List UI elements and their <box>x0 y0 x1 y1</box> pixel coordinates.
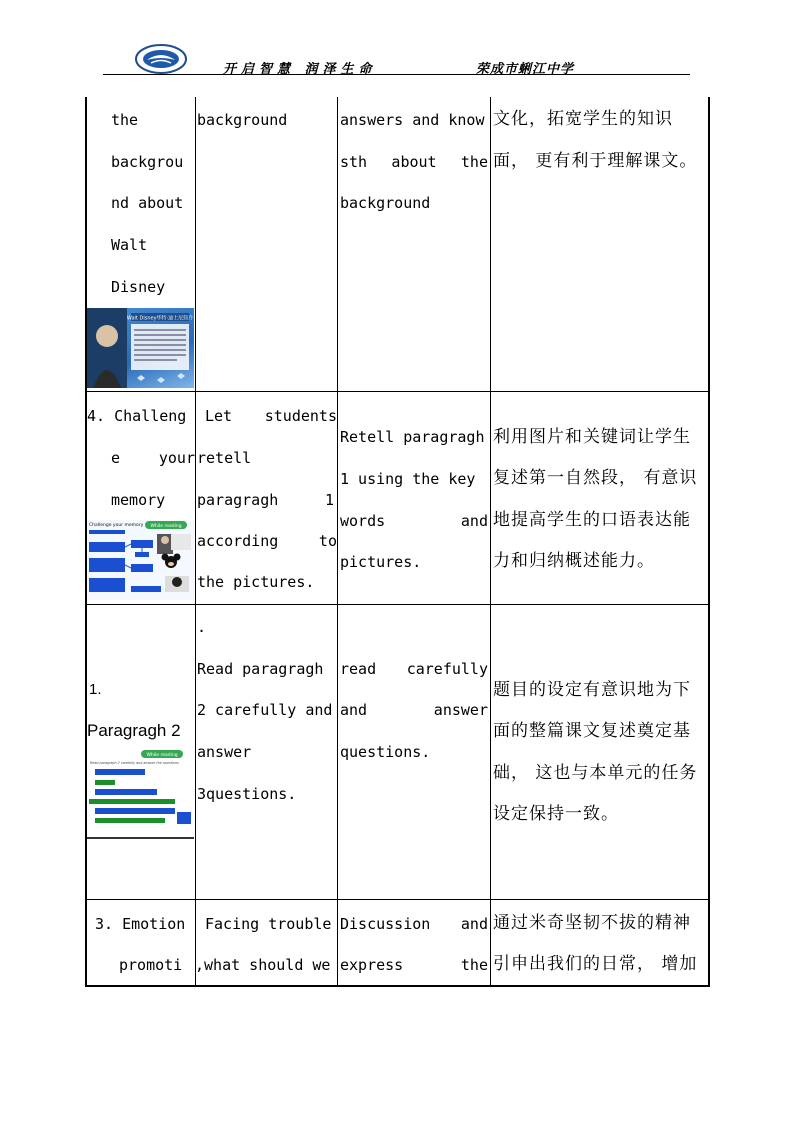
while-reading-badge: While reading <box>146 752 178 758</box>
cell-text: 利用图片和关键词让学生 <box>493 427 691 447</box>
cell-text: Retell paragragh <box>340 428 485 446</box>
cell-text: 1. <box>89 681 102 698</box>
slide-title: Challenge your memory <box>89 523 144 528</box>
lesson-plan-table <box>85 97 710 987</box>
column-divider <box>195 97 196 987</box>
cell-text: sth about the <box>340 153 488 171</box>
cell-text: the pictures. <box>197 573 315 591</box>
cell-text: 复述第一自然段， 有意识 <box>493 468 698 488</box>
cell-text: Read paragragh <box>197 660 324 678</box>
cell-text: 面， 更有利于理解课文。 <box>493 151 698 171</box>
cell-text: words and <box>340 512 488 530</box>
cell-text: ,what should we <box>195 956 331 974</box>
cell-text: 础， 这也与本单元的任务 <box>493 763 698 783</box>
while-reading-badge: While reading <box>150 523 182 529</box>
cell-text: the <box>111 111 139 129</box>
cell-text: 3. Emotion <box>95 915 186 933</box>
cell-text: Facing trouble <box>205 915 332 933</box>
cell-text: Walt <box>111 236 148 254</box>
row-divider <box>85 899 710 900</box>
cell-text: memory <box>111 491 166 509</box>
page-header <box>103 44 690 76</box>
cell-text: express the <box>340 956 488 974</box>
cell-text: 通过米奇坚韧不拔的精神 <box>493 913 691 933</box>
cell-text: 面的整篇课文复述奠定基 <box>493 721 691 741</box>
cell-text: and answer <box>340 701 488 719</box>
cell-text: paragragh 1 <box>197 491 334 509</box>
slide-instruction: Read paragraph 2 carefully and answer the questions <box>90 761 179 765</box>
cell-text: according to <box>197 532 337 550</box>
header-rule <box>103 74 690 75</box>
cell-text: 引申出我们的日常， 增加 <box>493 954 698 974</box>
cell-text: background <box>340 194 431 212</box>
walt-disney-slide-thumbnail <box>87 308 194 388</box>
cell-text: Let students <box>205 407 337 425</box>
cell-text: 设定保持一致。 <box>493 804 619 824</box>
cell-text: 3questions. <box>197 785 297 803</box>
cell-text: retell <box>197 449 252 467</box>
cell-text: 4. Challeng <box>87 407 187 425</box>
school-logo <box>135 44 187 74</box>
row-divider <box>85 391 710 392</box>
cell-text: 1 using the key <box>340 470 476 488</box>
cell-text: Disney <box>111 278 166 296</box>
column-divider <box>490 97 491 987</box>
cell-text: promoti <box>119 956 183 974</box>
cell-text: nd about <box>111 194 184 212</box>
cell-text: 2 carefully and <box>197 701 333 719</box>
cell-text: read carefully <box>340 660 488 678</box>
cell-text: Discussion and <box>340 915 488 933</box>
cell-text: 题目的设定有意识地为下 <box>493 680 691 700</box>
cell-text: Paragragh 2 <box>87 721 181 740</box>
cell-text: answer <box>197 743 252 761</box>
challenge-memory-slide-image <box>87 520 194 600</box>
paragraph2-questions-slide-image <box>87 749 194 837</box>
table-border-right <box>708 97 710 987</box>
table-border-bottom <box>85 985 710 987</box>
slide-title: Walt Disney华特·迪士尼简介 <box>126 315 194 322</box>
header-motto: 开启智慧 润泽生命 <box>223 62 377 77</box>
column-divider <box>337 97 338 987</box>
cell-text: background <box>197 111 288 129</box>
cell-text: 地提高学生的口语表达能 <box>493 510 691 530</box>
header-school-name: 荣成市蜊江中学 <box>476 62 575 77</box>
cell-text: questions. <box>340 743 431 761</box>
cell-text: pictures. <box>340 553 422 571</box>
row-divider <box>85 604 710 605</box>
cell-text: . <box>197 618 207 636</box>
challenge-memory-slide-thumbnail <box>87 520 194 600</box>
cell-text: 力和归纳概述能力。 <box>493 551 655 571</box>
cell-text: e your <box>111 449 195 467</box>
cell-text: 文化，拓宽学生的知识 <box>493 109 673 129</box>
paragraph2-slide-thumbnail <box>87 749 194 839</box>
cell-text: answers and know <box>340 111 485 129</box>
cell-text: backgrou <box>111 153 184 171</box>
walt-disney-portrait-image <box>87 308 194 388</box>
